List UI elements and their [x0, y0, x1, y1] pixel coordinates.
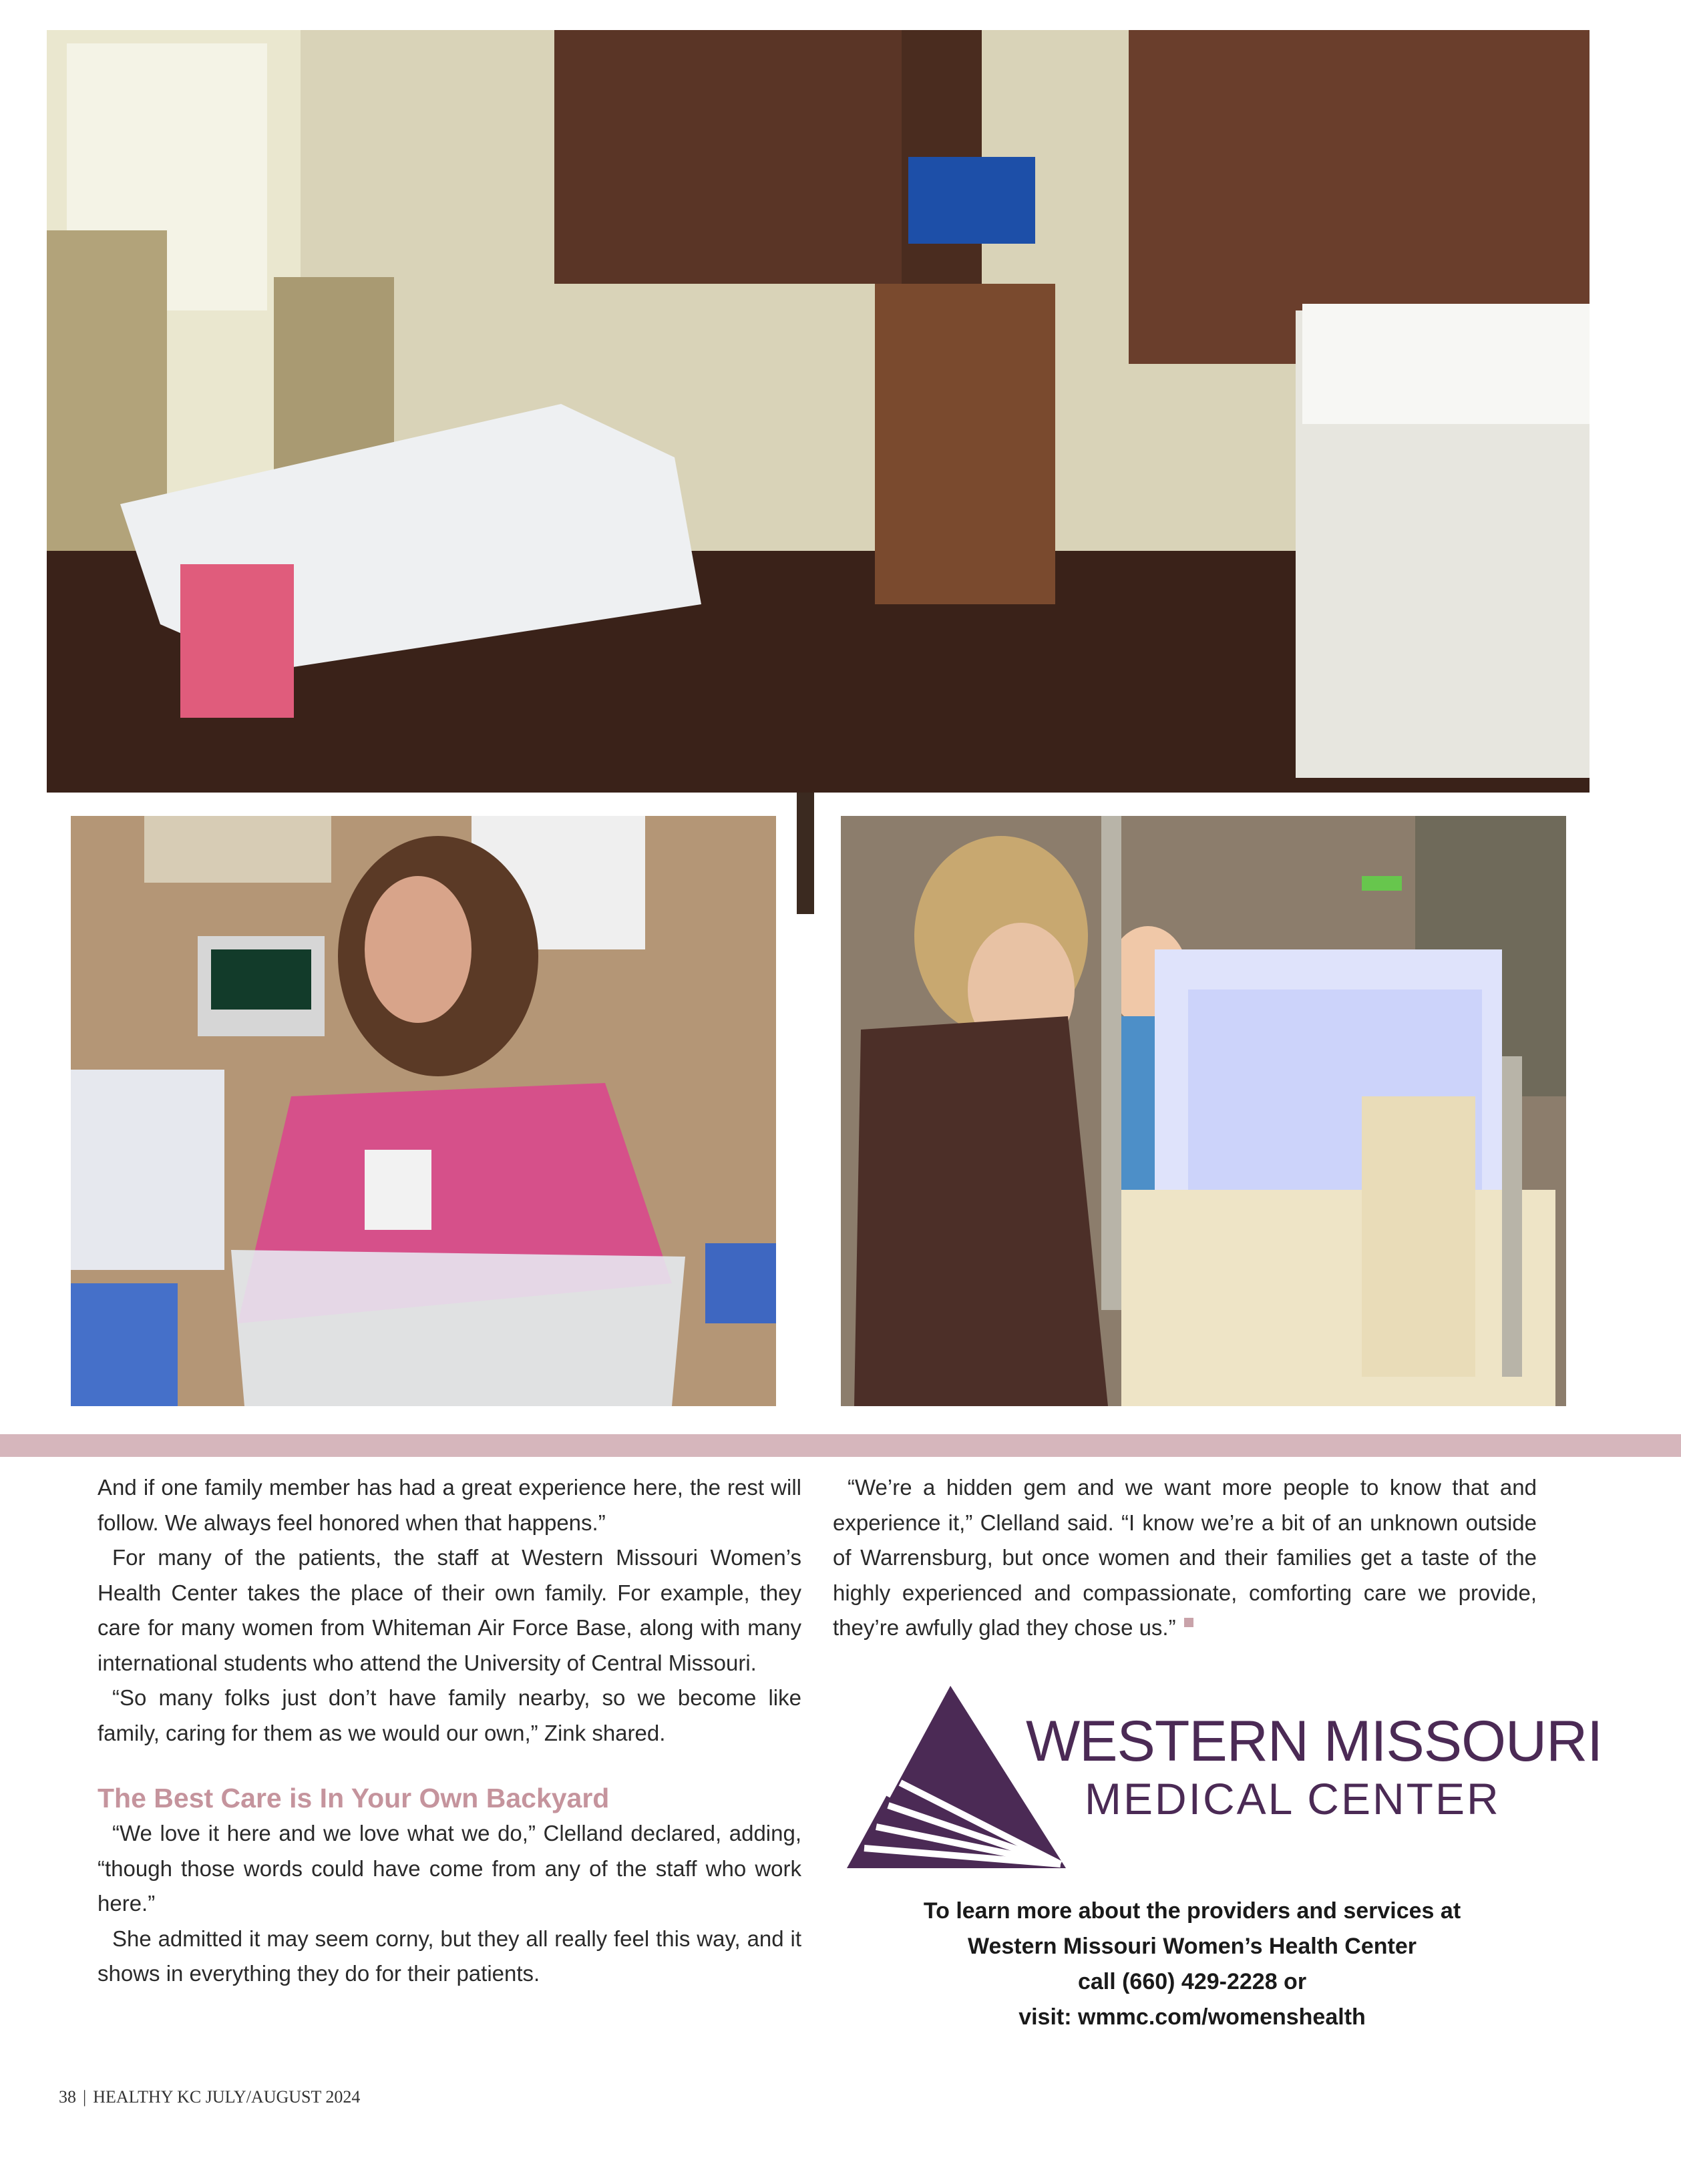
contact-phone: call (660) 429-2228 or — [1077, 1969, 1307, 1994]
article-column-left — [98, 1470, 801, 1992]
issue-date: JULY/AUGUST 2024 — [205, 2087, 361, 2107]
mother-child-incubator-photo — [841, 816, 1566, 1406]
end-mark-icon — [1184, 1618, 1193, 1627]
paragraph: She admitted it may seem corny, but they all really feel this way, and it shows in everything they do for their patients. — [98, 1926, 801, 1986]
paragraph: “We love it here and we love what we do,” Clelland declared, adding, “though those words could have come from any of the staff who work here.” — [98, 1821, 801, 1916]
logo-line-2: MEDICAL CENTER — [1085, 1774, 1501, 1823]
publication-name: HEALTHY KC — [93, 2087, 202, 2107]
page-footer — [59, 2087, 360, 2107]
wmmc-logo — [847, 1683, 1603, 1876]
article-column-right — [833, 1470, 1537, 1646]
section-divider-band — [0, 1434, 1681, 1457]
paragraph: And if one family member has had a great experience here, the rest will follow. We always feel honored when that happens.” — [98, 1475, 801, 1535]
paragraph: For many of the patients, the staff at Western Missouri Women’s Health Center takes the place of their own family. For example, they care for many women from Whiteman Air Force Base, along with many international students who attend the University of Central Missouri. — [98, 1545, 801, 1675]
nurse-with-newborn-photo — [71, 816, 776, 1406]
photo-divider — [797, 793, 814, 914]
footer-separator: | — [83, 2087, 87, 2107]
paragraph — [833, 1470, 1537, 1646]
contact-line: Western Missouri Women’s Health Center — [968, 1934, 1417, 1959]
page-number: 38 — [59, 2087, 76, 2107]
paragraph-text: “We’re a hidden gem and we want more people to know that and experience it,” Clelland said. “I know we’re a bit of an unknown outside of Warrensburg, but once women and their families get a taste of the highly experienced and compassionate, comforting care we provide, they’re awfully glad they chose us.” — [833, 1475, 1537, 1640]
section-heading: The Best Care is In Your Own Backyard — [98, 1783, 610, 1813]
contact-line: To learn more about the providers and services at — [923, 1898, 1461, 1924]
contact-website: visit: wmmc.com/womenshealth — [1018, 2004, 1366, 2030]
hospital-room-photo — [47, 30, 1590, 793]
contact-info — [838, 1894, 1546, 2035]
paragraph: “So many folks just don’t have family nearby, so we become like family, caring for them as we would our own,” Zink shared. — [98, 1685, 801, 1745]
logo-line-1: WESTERN MISSOURI — [1026, 1709, 1603, 1773]
